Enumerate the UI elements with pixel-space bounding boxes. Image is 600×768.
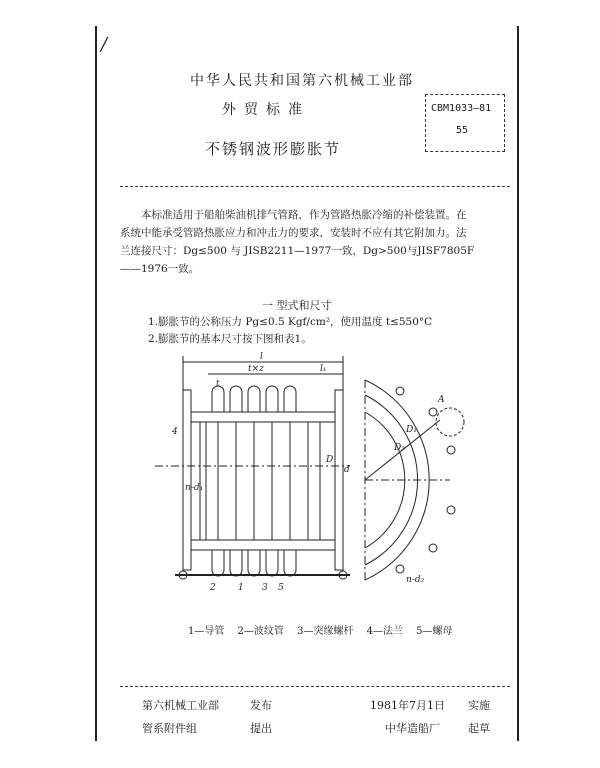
header-divider xyxy=(120,186,510,187)
proposing-org: 管系附件组 xyxy=(142,722,197,735)
page-title: 不锈钢波形膨胀节 xyxy=(205,140,342,158)
issue-action: 发布 xyxy=(250,699,272,712)
edge-mark: / xyxy=(101,34,108,55)
ministry-name: 中华人民共和国第六机械工业部 xyxy=(190,73,414,89)
dim-D1: D₁ xyxy=(406,425,417,435)
dim-l: l xyxy=(260,352,263,362)
propose-action: 提出 xyxy=(250,722,272,735)
dim-D2: D₂ xyxy=(394,443,405,453)
spec-item-1: 1.膨胀节的公称压力 Pg≤0.5 Kgf/cm²，使用温度 t≤550°C xyxy=(148,316,433,328)
hole-label-nd1: n-d₁ xyxy=(185,483,204,493)
intro-line-4: ——1976一致。 xyxy=(120,263,200,275)
part-callout-5: 5 xyxy=(278,583,284,593)
parts-caption: 1—导管 2—波纹管 3—突缘螺杆 4—法兰 5—螺母 xyxy=(188,626,453,637)
section-title: 一 型式和尺寸 xyxy=(262,299,332,312)
part-callout-3: 3 xyxy=(262,583,268,593)
dim-d: d xyxy=(344,465,350,475)
dim-D: D xyxy=(326,455,334,465)
intro-line-1: 本标准适用于船舶柴油机排气管路，作为管路热胀冷缩的补偿装置。在 xyxy=(141,209,467,221)
standard-code: CBM1033—81 xyxy=(431,103,492,114)
issuing-org: 第六机械工业部 xyxy=(142,699,219,712)
part-label-4: 4 xyxy=(172,427,178,437)
effective-action: 实施 xyxy=(468,699,490,712)
part-callout-1: 1 xyxy=(238,583,244,593)
dim-txz: t×z xyxy=(248,364,264,374)
dim-l1: l₁ xyxy=(320,364,327,374)
standard-code-box xyxy=(425,94,505,152)
intro-paragraph xyxy=(120,206,510,278)
drafting-org: 中华造船厂 xyxy=(385,722,440,735)
effective-date: 1981年7月1日 xyxy=(370,699,445,712)
hole-label-nd2: n-d₂ xyxy=(406,575,425,585)
part-callout-2: 2 xyxy=(210,583,216,593)
intro-line-2: 系统中能承受管路热胀应力和冲击力的要求，安装时不应有其它附加力。法 xyxy=(120,227,467,239)
intro-line-3: 兰连接尺寸：Dg≤500 与 JISB2211—1977一致，Dg>500与JISF7805F xyxy=(120,245,475,257)
detail-A: A xyxy=(438,395,445,405)
dim-t: t xyxy=(216,379,220,389)
draft-action: 起草 xyxy=(468,722,490,735)
standard-category: 外贸标准 xyxy=(222,102,310,118)
expansion-joint-drawing xyxy=(150,350,470,610)
footer-divider xyxy=(120,686,510,687)
page-number: 55 xyxy=(456,125,469,136)
spec-item-2: 2.膨胀节的基本尺寸按下图和表1。 xyxy=(148,333,312,345)
